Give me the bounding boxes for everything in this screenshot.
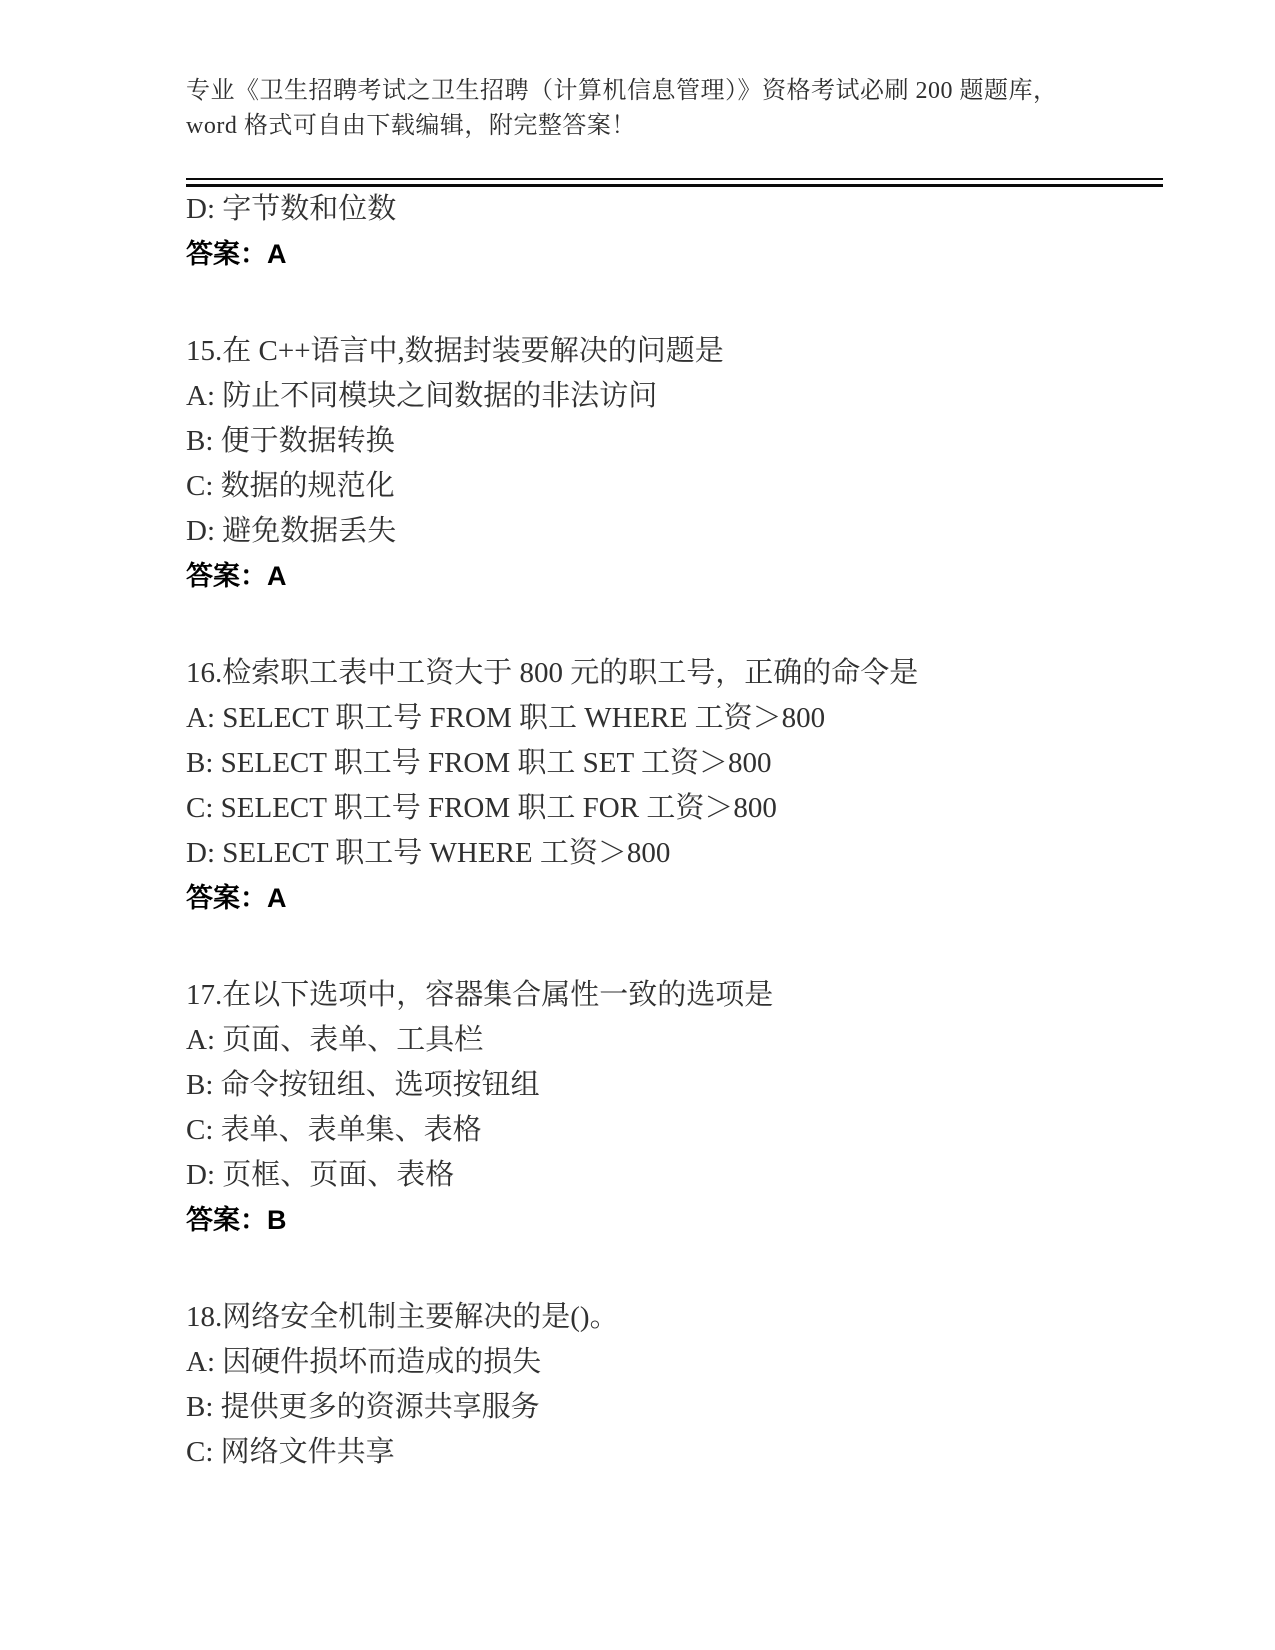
option-line-a: A: 防止不同模块之间数据的非法访问 (186, 380, 658, 412)
option-line-c: C: 表单、表单集、表格 (186, 1114, 482, 1146)
option-line-a: A: 因硬件损坏而造成的损失 (186, 1346, 542, 1378)
option-line-c: C: SELECT 职工号 FROM 职工 FOR 工资＞800 (186, 792, 777, 824)
question-16 (186, 651, 1163, 921)
option-line-c: C: 网络文件共享 (186, 1436, 395, 1468)
question-17 (186, 973, 1163, 1243)
question-stem: 18.网络安全机制主要解决的是()。 (186, 1301, 619, 1333)
header-line-1: 专业《卫生招聘考试之卫生招聘（计算机信息管理）》资格考试必刷 200 题题库， (186, 78, 1058, 104)
option-line-d: D: 避免数据丢失 (186, 515, 397, 547)
option-line-b: B: 提供更多的资源共享服务 (186, 1391, 540, 1423)
header-divider (186, 178, 1163, 187)
option-line-b: B: 命令按钮组、选项按钮组 (186, 1069, 540, 1101)
answer-line: 答案：A (186, 561, 287, 591)
option-line-b: B: 便于数据转换 (186, 425, 395, 457)
option-line-d: D: 字节数和位数 (186, 193, 397, 225)
question-stem: 16.检索职工表中工资大于 800 元的职工号，正确的命令是 (186, 657, 919, 689)
option-line-a: A: 页面、表单、工具栏 (186, 1024, 484, 1056)
answer-line: 答案：A (186, 239, 287, 269)
option-line-d: D: 页框、页面、表格 (186, 1159, 455, 1191)
question-stem: 15.在 C++语言中,数据封装要解决的问题是 (186, 335, 724, 367)
question-stem: 17.在以下选项中，容器集合属性一致的选项是 (186, 979, 774, 1011)
question-14-carryover (186, 187, 1163, 277)
document-body (186, 187, 1163, 1475)
option-line-b: B: SELECT 职工号 FROM 职工 SET 工资＞800 (186, 747, 772, 779)
answer-line: 答案：B (186, 1205, 287, 1235)
option-line-c: C: 数据的规范化 (186, 470, 395, 502)
option-line-a: A: SELECT 职工号 FROM 职工 WHERE 工资＞800 (186, 702, 826, 734)
question-18 (186, 1295, 1163, 1475)
question-15 (186, 329, 1163, 599)
option-line-d: D: SELECT 职工号 WHERE 工资＞800 (186, 837, 671, 869)
header-line-2: word 格式可自由下载编辑，附完整答案！ (186, 113, 636, 139)
document-header (186, 74, 1163, 144)
answer-line: 答案：A (186, 883, 287, 913)
